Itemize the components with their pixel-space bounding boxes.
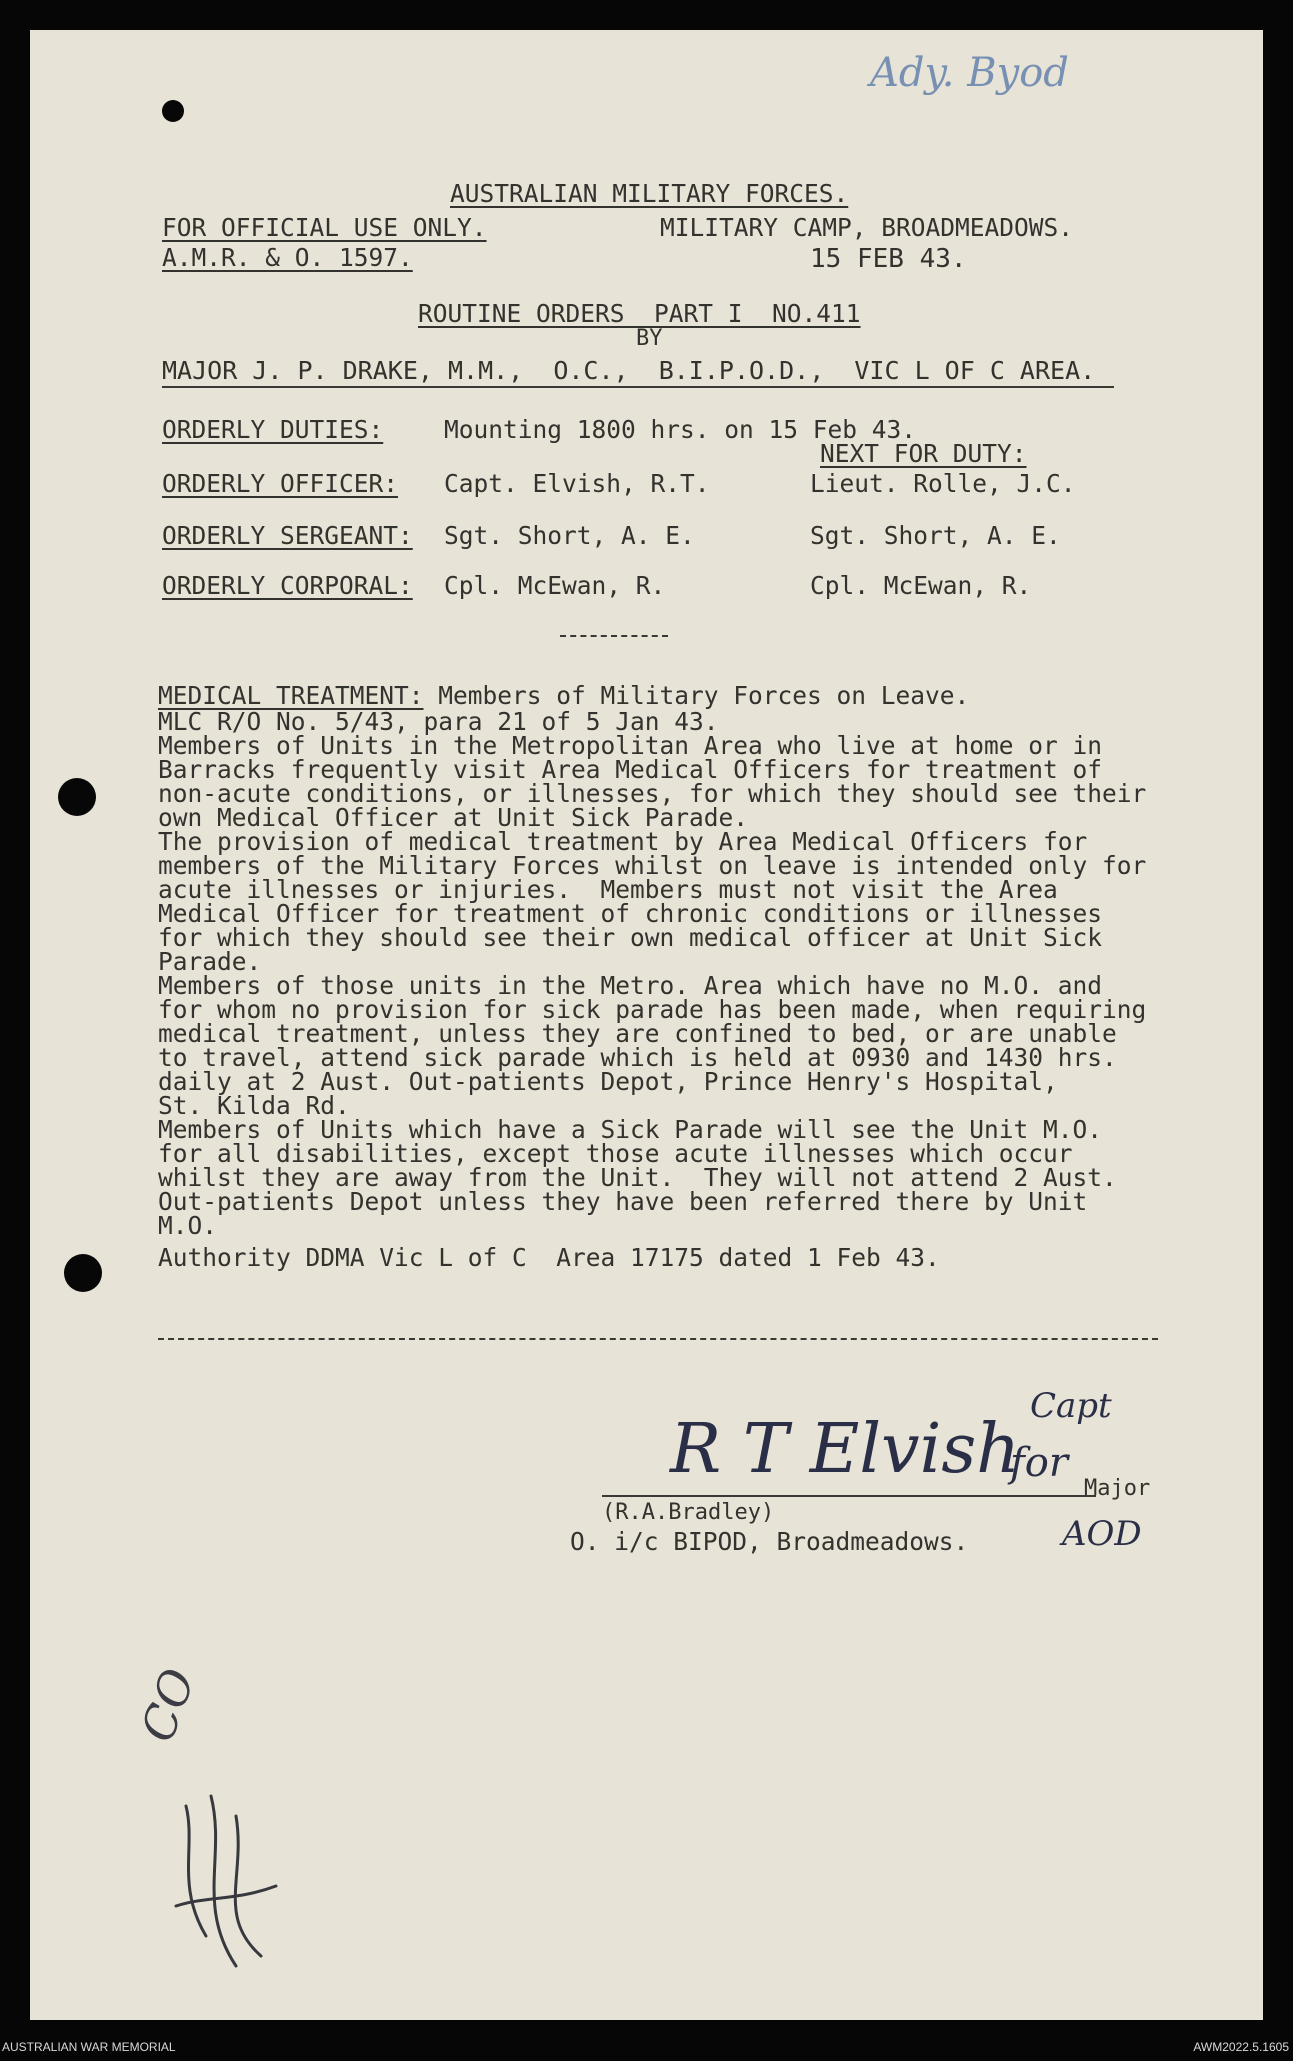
handwritten-aod: AOD bbox=[1062, 1514, 1142, 1554]
signature-position: O. i/c BIPOD, Broadmeadows. bbox=[570, 1527, 969, 1556]
medical-heading-rest: Members of Military Forces on Leave. bbox=[423, 681, 970, 710]
section-divider-long bbox=[158, 1338, 1158, 1340]
document-page bbox=[30, 30, 1263, 2020]
footer-right: AWM2022.5.1605 bbox=[1193, 2040, 1289, 2054]
medical-line: whilst they are away from the Unit. They will not attend 2 Aust. bbox=[158, 1163, 1117, 1192]
location: MILITARY CAMP, BROADMEADOWS. bbox=[660, 213, 1074, 242]
medical-line: Barracks frequently visit Area Medical Officers for treatment of bbox=[158, 755, 1103, 784]
punch-hole-lower bbox=[64, 1254, 102, 1292]
orderly-sergeant-label: ORDERLY SERGEANT: bbox=[162, 521, 413, 550]
medical-line: St. Kilda Rd. bbox=[158, 1091, 350, 1120]
medical-line: Parade. bbox=[158, 947, 262, 976]
medical-line: MLC R/O No. 5/43, para 21 of 5 Jan 43. bbox=[158, 707, 719, 736]
reference: A.M.R. & O. 1597. bbox=[162, 243, 413, 272]
orderly-sergeant-current: Sgt. Short, A. E. bbox=[444, 521, 695, 550]
issuer: MAJOR J. P. DRAKE, M.M., O.C., B.I.P.O.D., VIC L OF C AREA. bbox=[162, 356, 1096, 385]
signature-typed-name: (R.A.Bradley) bbox=[602, 1500, 775, 1525]
orderly-duties-label: ORDERLY DUTIES: bbox=[162, 415, 384, 444]
signature-rank: Major bbox=[1084, 1476, 1151, 1501]
footer-left: AUSTRALIAN WAR MEMORIAL bbox=[2, 2040, 176, 2054]
orderly-corporal-current: Cpl. McEwan, R. bbox=[444, 571, 666, 600]
orderly-officer-next: Lieut. Rolle, J.C. bbox=[810, 469, 1076, 498]
medical-line: The provision of medical treatment by Area Medical Officers for bbox=[158, 827, 1088, 856]
orderly-corporal-next: Cpl. McEwan, R. bbox=[810, 571, 1032, 600]
header-title: AUSTRALIAN MILITARY FORCES. bbox=[450, 179, 849, 208]
medical-line: M.O. bbox=[158, 1211, 218, 1240]
punch-hole-upper bbox=[58, 778, 96, 816]
medical-line: non-acute conditions, or illnesses, for which they should see their bbox=[158, 779, 1147, 808]
lower-left-scribble bbox=[166, 1786, 286, 1986]
orders-by: BY bbox=[636, 326, 663, 351]
date: 15 FEB 43. bbox=[810, 244, 967, 274]
medical-line: Members of Units which have a Sick Parade will see the Unit M.O. bbox=[158, 1115, 1103, 1144]
medical-heading: MEDICAL TREATMENT: bbox=[158, 681, 424, 710]
medical-heading-line bbox=[158, 681, 970, 710]
medical-line: own Medical Officer at Unit Sick Parade. bbox=[158, 803, 749, 832]
classification: FOR OFFICIAL USE ONLY. bbox=[162, 213, 487, 242]
orderly-corporal-label: ORDERLY CORPORAL: bbox=[162, 571, 413, 600]
top-right-handwriting: Ady. Byod bbox=[870, 50, 1069, 96]
next-for-duty-label: NEXT FOR DUTY: bbox=[820, 439, 1027, 468]
issuer-underline bbox=[162, 386, 1114, 388]
medical-line: Out-patients Depot unless they have been referred there by Unit bbox=[158, 1187, 1088, 1216]
medical-line: Authority DDMA Vic L of C Area 17175 dated 1 Feb 43. bbox=[158, 1243, 940, 1272]
punch-hole-top bbox=[162, 100, 184, 122]
orderly-sergeant-next: Sgt. Short, A. E. bbox=[810, 521, 1061, 550]
lower-left-initials: CO bbox=[130, 1661, 206, 1749]
medical-line: Members of those units in the Metro. Area which have no M.O. and bbox=[158, 971, 1103, 1000]
handwritten-signature: R T Elvish bbox=[670, 1410, 1021, 1489]
medical-line: daily at 2 Aust. Out-patients Depot, Prince Henry's Hospital, bbox=[158, 1067, 1058, 1096]
medical-body bbox=[158, 707, 1147, 1272]
handwritten-for: for bbox=[1010, 1440, 1069, 1486]
medical-line: Members of Units in the Metropolitan Area who live at home or in bbox=[158, 731, 1103, 760]
medical-line: medical treatment, unless they are confined to bed, or are unable bbox=[158, 1019, 1117, 1048]
medical-line: for whom no provision for sick parade has been made, when requiring bbox=[158, 995, 1147, 1024]
medical-line: acute illnesses or injuries. Members must not visit the Area bbox=[158, 875, 1058, 904]
medical-line: Medical Officer for treatment of chronic conditions or illnesses bbox=[158, 899, 1103, 928]
orderly-duties-value: Mounting 1800 hrs. on 15 Feb 43. bbox=[444, 415, 917, 444]
signature-line bbox=[602, 1495, 1096, 1497]
medical-line: members of the Military Forces whilst on leave is intended only for bbox=[158, 851, 1147, 880]
orderly-officer-label: ORDERLY OFFICER: bbox=[162, 469, 399, 498]
medical-line: to travel, attend sick parade which is held at 0930 and 1430 hrs. bbox=[158, 1043, 1117, 1072]
medical-line: for which they should see their own medical officer at Unit Sick bbox=[158, 923, 1103, 952]
orders-title: ROUTINE ORDERS PART I NO.411 bbox=[418, 299, 861, 328]
handwritten-capt: Capt bbox=[1030, 1386, 1112, 1426]
section-divider-short bbox=[560, 635, 668, 637]
orderly-officer-current: Capt. Elvish, R.T. bbox=[444, 469, 710, 498]
medical-line: for all disabilities, except those acute illnesses which occur bbox=[158, 1139, 1073, 1168]
